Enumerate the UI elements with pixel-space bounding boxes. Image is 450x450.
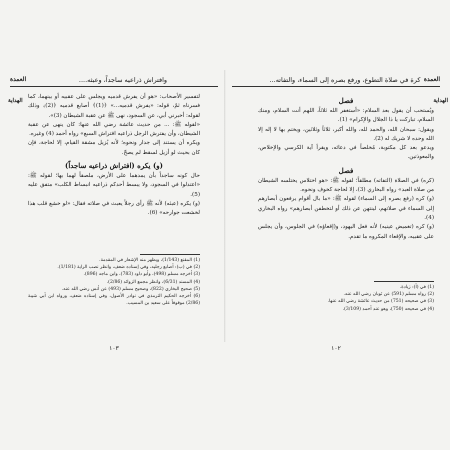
book-gutter bbox=[224, 70, 226, 342]
right-page-number: ١٠٢ bbox=[331, 345, 341, 352]
left-paragraph: ويكره أن يستند إلى جدار ونحوه؛ لأنه يُزيل مشقة القيام، إلا لحاجة، فإن كان بحيث لو أزيل لسقط لم يصحّ. bbox=[28, 140, 200, 156]
left-page-number: ١٠٣ bbox=[109, 345, 119, 352]
footnote: (2) في (ب): أصابع رجليه، وفي إسناده ضعف، وانظر نصب الراية (1/181). bbox=[57, 265, 200, 271]
footnote: (4) في صحيحه (750)، وهو عند أحمد (3/109). bbox=[342, 306, 434, 312]
footnote: (4) المسند (6/31)، وانظر مجمع الزوائد (2/86). bbox=[106, 279, 200, 285]
left-paragraph: لتفسير الأصحاب: «هو أن يفرش قدميه ويجلس على عقبيه أو بينهما، كما فسرناه ثمّ، قوله: «يفرش قدميه...» ﴿(1)﴾ أصابع قدميه ﴿(2)﴾ وذلك لقوله: أخبرني أبي، عن السجود، نهى ﷺ عن عقبة الشيطان (3)». bbox=[28, 94, 201, 119]
right-footnotes bbox=[258, 281, 434, 313]
left-section-title: (و) يكره (افتراش ذراعيه ساجداً) bbox=[65, 161, 163, 171]
left-paragraph: (و) يكره (عبثه) لأنه ﷺ رأى رجلاً يعبث في صلاته فقال: «لو خشع قلب هذا لخشعت جوارحه» (6). bbox=[28, 200, 200, 217]
left-page bbox=[8, 74, 218, 352]
footnote: (1) المقنع (1/143)، ويظهر منه الإشعار في المقدمة. bbox=[99, 258, 200, 263]
left-page-body bbox=[10, 87, 218, 219]
left-page-header bbox=[10, 74, 218, 87]
right-paragraph: (كره) في الصلاة (التفاته) مطلقاً؛ لقوله ﷺ: «هو اختلاس يختلسه الشيطان من صلاة العبد» رواه البخاري (3)، إلا لحاجة كخوف ونحوه. bbox=[258, 177, 434, 194]
right-page-side-label: الهداية bbox=[433, 98, 448, 104]
footnote: (3) في صحيحه (751) من حديث عائشة رضي الله عنها. bbox=[327, 299, 434, 305]
right-paragraph: (و) كره (رفع بصره إلى السماء) لقوله ﷺ: «ما بال أقوام يرفعون أبصارهم إلى السماء في صلاتهم، لينتهن عن ذلك أو لتخطفن أبصارهم» رواه البخاري (4). bbox=[258, 196, 434, 221]
left-page-label: العمدة bbox=[10, 76, 27, 83]
right-paragraph: (و) كره (تغميض عينيه) لأنه فعل اليهود، و(إقعاؤه) في الجلوس، وأن يجلس على عقبيه، والإقعاء المكروه ما تقدم. bbox=[258, 224, 434, 240]
footnote-divider bbox=[140, 254, 200, 255]
left-paragraph: «لقوله ﷺ: ... من حديث عائشة رضي الله عنها: كان ينهى عن عقبة الشيطان، وأن يفترش الرجل ذراعيه افتراش السبع» رواه أحمد (4) وغيره. bbox=[28, 121, 200, 138]
right-section-title: فصل bbox=[338, 96, 354, 105]
right-section-title: فصل bbox=[338, 165, 354, 175]
right-page-running-head: كرة في صلاة التطوع، ورفع بصره إلى السماء، والتفاته... bbox=[269, 76, 421, 84]
right-page-label: العمدة bbox=[423, 76, 440, 83]
footnote: (5) صحيح البخاري (822)، وصحيح مسلم (493) عن أنس رضي الله عنه. bbox=[61, 286, 200, 292]
right-paragraph: ويدعو بعد كل مكتوبة، مُخلصاً في دعائه، ويقرأ آية الكرسي والإخلاص، والمعوذتين. bbox=[258, 145, 434, 161]
right-page bbox=[232, 74, 448, 352]
footnote: (3) أخرجه مسلم (498)، وأبو داود (783)، وابن ماجه (896). bbox=[83, 272, 200, 278]
footnote: (6) أخرجه الحكيم الترمذي في نوادر الأصول، وفي إسناده ضعف، ورواه ابن أبي شيبة (2/86) موقوفاً على سعيد بن المسيب. bbox=[28, 294, 200, 307]
right-page-header bbox=[232, 74, 440, 87]
left-footnotes bbox=[28, 254, 200, 307]
footnote: (2) رواه مسلم (591) عن ثوبان رضي الله عنه. bbox=[343, 292, 434, 298]
left-page-side-label: الهداية bbox=[8, 98, 23, 104]
footnote: (1) في (أ): زيادة. bbox=[399, 285, 434, 290]
right-paragraph: ويُستحب أن يقول بعد السلام: «أستغفر الله ثلاثاً، اللهم أنت السلام، ومنك السلام، تباركت يا ذا الجلال والإكرام» (1). bbox=[258, 108, 434, 124]
right-paragraph: ويقول: سبحان الله، والحمد لله، والله أكبر، ثلاثاً وثلاثين، ويختم بها لا إله إلا الله وحده لا شريك له (2). bbox=[258, 126, 434, 142]
footnote-divider bbox=[374, 281, 434, 282]
left-paragraph: حال كونه ساجداً بأن يمدهما على الأرض، ملصقاً لهما بها؛ لقوله ﷺ: «اعتدلوا في السجود، ولا يبسط أحدكم ذراعيه انبساط الكلب» متفق عليه (5). bbox=[28, 173, 200, 198]
right-page-body bbox=[232, 87, 440, 242]
left-page-running-head: وافتراش ذراعيه ساجداً، وعبثه.... bbox=[78, 76, 168, 84]
